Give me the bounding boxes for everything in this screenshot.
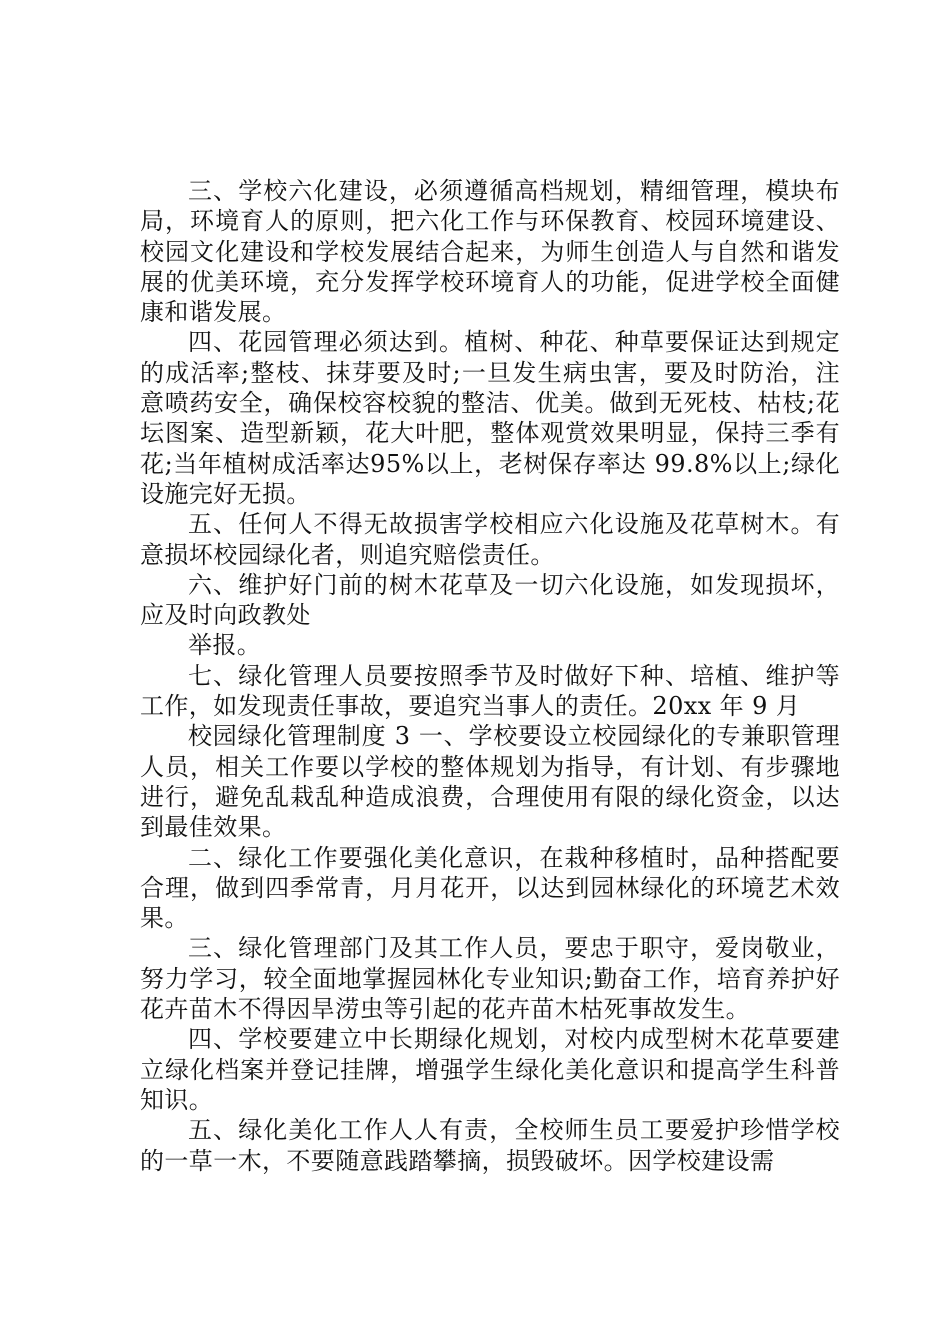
paragraph-6-maintenance: 六、维护好门前的树木花草及一切六化设施，如发现损坏，应及时向政教处	[140, 570, 840, 630]
document-body	[140, 176, 840, 1176]
paragraph-7-greening-staff: 七、绿化管理人员要按照季节及时做好下种、培植、维护等工作，如发现责任事故，要追究当事人的责任。20xx 年 9 月	[140, 661, 840, 721]
paragraph-item-5: 五、绿化美化工作人人有责，全校师生员工要爱护珍惜学校的一草一木，不要随意践踏攀摘，损毁破坏。因学校建设需	[140, 1116, 840, 1175]
paragraph-5-damage-liability: 五、任何人不得无故损害学校相应六化设施及花草树木。有意损坏校园绿化者，则追究赔偿责任。	[140, 510, 840, 569]
paragraph-item-4: 四、学校要建立中长期绿化规划，对校内成型树木花草要建立绿化档案并登记挂牌，增强学生绿化美化意识和提高学生科普知识。	[140, 1025, 840, 1114]
paragraph-4-garden-management: 四、花园管理必须达到。植树、种花、种草要保证达到规定的成活率;整枝、抹芽要及时;一旦发生病虫害，要及时防治，注意喷药安全，确保校容校貌的整洁、优美。做到无死枝、枯枝;花坛图案、造型新颖，花大叶肥，整体观赏效果明显，保持三季有花;当年植树成活率达95%以上，老树保存率达 99.8%以上;绿化设施完好无损。	[140, 328, 840, 508]
paragraph-3-campus-construction: 三、学校六化建设，必须遵循高档规划，精细管理，模块布局，环境育人的原则，把六化工作与环保教育、校园环境建设、校园文化建设和学校发展结合起来，为师生创造人与自然和谐发展的优美环境，充分发挥学校环境育人的功能，促进学校全面健康和谐发展。	[140, 177, 840, 327]
paragraph-item-3: 三、绿化管理部门及其工作人员，要忠于职守，爱岗敬业，努力学习，较全面地掌握园林化专业知识;勤奋工作，培育养护好花卉苗木不得因旱涝虫等引起的花卉苗木枯死事故发生。	[140, 934, 840, 1024]
paragraph-item-2: 二、绿化工作要强化美化意识，在栽种移植时，品种搭配要合理，做到四季常青，月月花开，以达到园林绿化的环境艺术效果。	[140, 843, 840, 933]
paragraph-6-continuation: 举报。	[188, 631, 262, 660]
paragraph-regulation-3-item-1: 校园绿化管理制度 3 一、学校要设立校园绿化的专兼职管理人员，相关工作要以学校的整体规划为指导，有计划、有步骤地进行，避免乱栽乱种造成浪费，合理使用有限的绿化资金，以达到最佳效果。	[140, 722, 840, 842]
